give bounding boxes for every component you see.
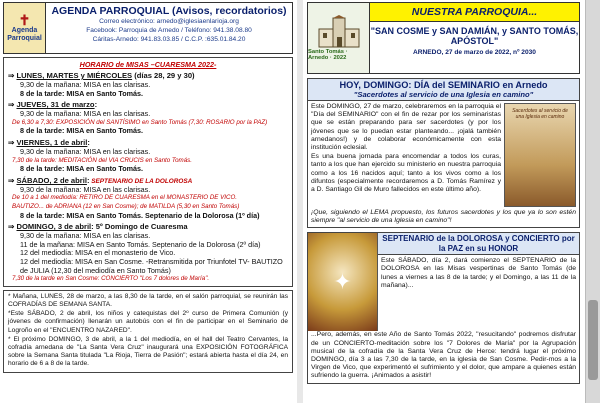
agenda-contact [46, 3, 292, 53]
facebook-line: Facebook: Parroquia de Arnedo / Teléfono: 941.38.08.80 [86, 27, 252, 34]
schedule-line: 8 de la tarde: MISA en Santo Tomás. Septenario de la Dolorosa (1º día) [20, 210, 260, 220]
day-extra: : [94, 100, 98, 110]
schedule-line: De 6,30 a 7,30: EXPOSICIÓN del SANTÍSIMO en Santo Tomás (7,30: ROSARIO por la PAZ) [12, 118, 268, 126]
seminar-title: HOY, DOMINGO: DÍA del SEMINARIO en Arnedo [339, 80, 548, 90]
dolorosa-article [307, 232, 580, 383]
dolorosa-title: SEPTENARIO de la DOLOROSA y CONCIERTO por la PAZ en su HONOR [382, 234, 575, 253]
dolorosa-image [308, 233, 378, 331]
day-label: VIERNES, 1 de abril [16, 137, 88, 147]
seminar-body [308, 101, 579, 209]
caritas-line: Cáritas-Arnedo: 941.83.03.85 / C.C.P. :635.01.84.20 [92, 36, 246, 43]
seminar-poster-image [504, 103, 576, 207]
schedule-line: 9,30 de la mañana: MISA en las clarisas. [20, 231, 151, 241]
day-extra: : [87, 137, 90, 147]
schedule-line: 8 de la tarde: MISA en Santo Tomás. [20, 88, 144, 98]
virgin-icon: ✦ [333, 269, 352, 295]
scrollbar-thumb[interactable] [588, 300, 598, 380]
page-divider [297, 0, 303, 403]
schedule-line: 11 de la mañana: MISA en Santo Tomás. Septenario de la Dolorosa (2º día) [20, 239, 261, 249]
bulletin-date: ARNEDO, 27 de marzo de 2022, nº 2030 [413, 49, 536, 56]
day-extra: : 5º Domingo de Cuaresma [91, 222, 188, 232]
arrow-right-icon: ⇒ [8, 100, 17, 110]
bulletin-header [307, 2, 580, 74]
seminar-article [307, 78, 580, 228]
bulletin-title-block [370, 3, 579, 73]
cross-icon: ✝ [18, 12, 31, 28]
parish-name: "SAN COSME y SAN DAMIÁN, y SANTO TOMÁS, APÓSTOL" [370, 26, 579, 46]
seminar-paragraph: Este DOMINGO, 27 de marzo, celebraremos en la parroquia el "Día del SEMINARIO" con el fin de rezar por los seminaristas que se están preparando para ser sacerdotes (y por los jóvenes que se lo puedan estar planteando... ¡ojalá también arnedanos!) y de colaborar económicamente con esta institución eclesial. [311, 103, 501, 152]
bulletin-title: NUESTRA PARROQUIA... [370, 3, 579, 22]
schedule-line: 8 de la tarde: MISA en Santo Tomás. [20, 164, 144, 174]
schedule-line: 9,30 de la mañana: MISA en las clarisas. [20, 109, 151, 119]
agenda-title: AGENDA PARROQUIAL (Avisos, recordatorios) [51, 5, 287, 17]
left-page [0, 0, 296, 403]
schedule-days [8, 71, 288, 284]
schedule-line: 9,30 de la mañana: MISA en las clarisas. [20, 146, 151, 156]
seminar-closing [308, 209, 579, 225]
dolorosa-paragraph: Este SÁBADO, día 2, dará comienzo el SEPTENARIO de la DOLOROSA en las Misas vespertinas de Santo Tomás (de lunes a viernes a las 8 de la tarde; y el Domingo, a las 11 de la mañana)... [381, 257, 576, 289]
day-label: LUNES, MARTES y MIÉRCOLES [16, 71, 133, 80]
seminar-paragraph: Es una buena jornada para encomendar a todos los curas, tanto a los que han ejercido su ministerio en nuestra parroquia como a los 16 nacidos aquí; tanto a los vivos como a los difuntos (especialmente recordaremos a D. Tomás Ramírez y a D. Santiago Gil de Muro fallecidos en este último año). [311, 153, 501, 194]
day-extra: (días 28, 29 y 30) [132, 71, 195, 80]
church-icon [315, 15, 363, 49]
schedule-line: 12 del mediodía: MISA en San Cosme. -Retransmitida por Triunfotel TV- BAUTIZO de JULIA (12,30 del mediodía en Santo Tomás) [20, 256, 283, 275]
poster-caption: Sacerdotes al servicio de una Iglesia en camino [512, 108, 568, 120]
schedule-line: BAUTIZO... de ADRIANA (12 en San Cosme); de MATILDA (5,30 en Santo Tomás) [12, 202, 240, 210]
notice-item: * Mañana, LUNES, 28 de marzo, a las 8,30 de la tarde, en el salón parroquial, se reunirán las COFRADÍAS DE SEMANA SANTA. [8, 292, 288, 308]
schedule-line: 9,30 de la mañana: MISA en las clarisas. [20, 80, 151, 89]
day-label: JUEVES, 31 de marzo [16, 100, 95, 110]
schedule-line: 7,30 de la tarde: MEDITACIÓN del VIA CRUCIS en Santo Tomás. [12, 156, 192, 164]
schedule-line: 9,30 de la mañana: MISA en las clarisas. [20, 184, 151, 194]
logo-line1: Agenda [11, 27, 38, 34]
right-page [304, 0, 583, 403]
notice-item: *Este SÁBADO, 2 de abril, los niños y catequistas del 2º curso de Primera Comunión (y jóvenes de confirmación) llenarán un autobús con el fin de participar en el Seminario de Logroño en el "ENCUENTRO NAZARED". [8, 310, 288, 334]
seminar-text [311, 103, 501, 207]
schedule-line: 12 del mediodía: MISA en el monasterio de Vico. [20, 248, 176, 258]
notice-item: * El próximo DOMINGO, 3 de abril, a la 1 del mediodía, en el hall del Teatro Cervantes, la cofradía arnedana de "La Santa Vera Cruz" inaugurará una EXPOSICIÓN FOTOGRÁFICA sobre la Semana Santa titulada "La Rioja, Tierra de Pasión"; estará abierta hasta el día 24, en horario de 6 a 8 de la tarde. [8, 335, 288, 368]
dolorosa-column [378, 233, 579, 331]
vertical-scrollbar[interactable] [585, 0, 600, 403]
dolorosa-body [308, 233, 579, 331]
schedule-title: HORARIO de MISAS –CUARESMA 2022- [79, 60, 217, 69]
parish-logo [308, 3, 370, 73]
arrow-right-icon: ⇒ [8, 137, 17, 147]
logo-line2: Parroquial [7, 35, 42, 42]
logo-caption: Santo Tomás · Arnedo · 2022 [308, 49, 348, 61]
arrow-right-icon: ⇒ [8, 71, 17, 80]
dolorosa-concert-text: ...Pero, además, en este Año de Santo Tomás 2022, "resucitando" podremos disfrutar de un CONCIERTO-meditación sobre los "7 Dolores de María" por la Agrupación musical de la cofradía de la Santa Vera Cruz de Herce: tendrá lugar el próximo DOMINGO, día 3 a las 7,30 de la tarde, en la iglesia de San Cosme. Pedir-mos a la Virgen de Vico, que experimentó el sufrimiento y el dolor, que ampare a quienes están sufriendo la guerra. ¡Animados a asistir! [311, 331, 576, 380]
day-label: SÁBADO, 2 de abril [16, 175, 87, 185]
seminar-subtitle: "Sacerdotes al servicio de una Iglesia en camino" [353, 90, 534, 99]
schedule-line: 7,30 de la tarde en San Cosme: CONCIERTO "Los 7 dolores de María". [12, 275, 210, 283]
agenda-logo [4, 3, 46, 53]
dolorosa-header [378, 233, 579, 255]
day-note: SEPTENARIO DE LA DOLOROSA [89, 177, 193, 185]
day-extra: : [86, 175, 90, 185]
seminar-header [308, 79, 579, 101]
arrow-right-icon: ⇒ [8, 222, 17, 232]
arrow-right-icon: ⇒ [8, 175, 17, 185]
seminar-closing-text: ¡Que, siguiendo el LEMA propuesto, los futuros sacerdotes y los que ya lo son estén siempre "al servicio de una Iglesia en camino"! [311, 209, 576, 225]
day-label: DOMINGO, 3 de abril [16, 222, 92, 232]
notices [3, 290, 293, 373]
email-line[interactable]: Correo electrónico: arnedo@iglesiaenlarioja.org [99, 18, 239, 25]
agenda-header [3, 2, 293, 54]
schedule-line: 8 de la tarde: MISA en Santo Tomás. [20, 126, 144, 136]
mass-schedule [3, 57, 293, 287]
schedule-line: De 10 a 1 del mediodía: RETIRO DE CUARESMA en el MONASTERIO DE VICO. [12, 194, 237, 202]
